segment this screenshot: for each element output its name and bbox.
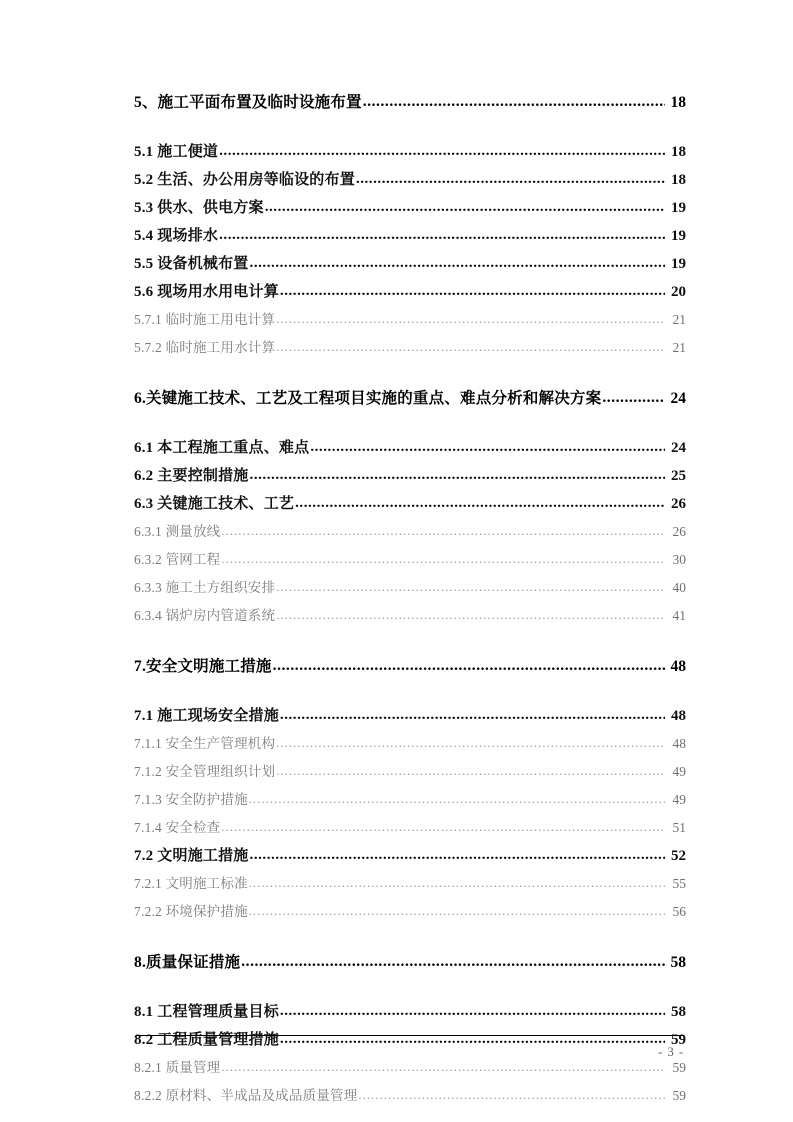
toc-entry-page-number: 25 [671, 468, 686, 484]
toc-dot-leader [219, 222, 665, 249]
toc-entry-label: 5.7.1 临时施工用电计算 [134, 312, 276, 327]
toc-entry-page-number: 41 [672, 608, 686, 623]
toc-entry-page-number: 18 [671, 172, 686, 188]
toc-dot-leader [219, 138, 665, 165]
toc-entry-page-number: 58 [671, 1004, 686, 1020]
toc-entry-label: 6.3.4 锅炉房内管道系统 [134, 608, 276, 623]
toc-entry[interactable] [134, 250, 686, 278]
toc-entry-page-number: 49 [672, 792, 686, 807]
toc-entry-page-number: 19 [671, 228, 686, 244]
toc-dot-leader [363, 88, 665, 117]
toc-entry-page-number: 30 [672, 552, 686, 567]
toc-dot-leader [356, 166, 665, 193]
toc-entry-label: 8.质量保证措施 [134, 954, 241, 971]
toc-entry-label: 5.3 供水、供电方案 [134, 200, 264, 216]
toc-entry-page-number: 19 [671, 200, 686, 216]
toc-entry[interactable] [134, 574, 686, 602]
toc-entry[interactable] [134, 194, 686, 222]
toc-dot-leader [250, 842, 665, 869]
toc-entry[interactable] [134, 652, 686, 682]
toc-entry[interactable] [134, 898, 686, 926]
toc-entry-label: 6.3.1 测量放线 [134, 524, 221, 539]
toc-dot-leader [295, 490, 665, 517]
toc-entry-label: 7.2.2 环境保护措施 [134, 904, 248, 919]
page-footer [136, 1035, 684, 1060]
toc-entry[interactable] [134, 730, 686, 758]
toc-entry-page-number: 18 [671, 144, 686, 160]
toc-entry-label: 8.2.1 质量管理 [134, 1060, 221, 1075]
toc-entry[interactable] [134, 786, 686, 814]
toc-entry[interactable] [134, 870, 686, 898]
toc-entry[interactable] [134, 138, 686, 166]
toc-dot-leader [250, 250, 665, 277]
toc-entry[interactable] [134, 702, 686, 730]
toc-entry-label: 7.1.1 安全生产管理机构 [134, 736, 276, 751]
toc-entry-page-number: 59 [672, 1060, 686, 1075]
toc-entry[interactable] [134, 462, 686, 490]
toc-entry-label: 5.4 现场排水 [134, 228, 219, 244]
toc-dot-leader [276, 730, 665, 757]
toc-entry-page-number: 26 [671, 496, 686, 512]
toc-entry-label: 6.1 本工程施工重点、难点 [134, 440, 310, 456]
toc-entry[interactable] [134, 278, 686, 306]
toc-entry-label: 7.1.3 安全防护措施 [134, 792, 248, 807]
toc-entry[interactable] [134, 1082, 686, 1110]
toc-entry-label: 8.1 工程管理质量目标 [134, 1004, 279, 1020]
toc-entry-label: 5.6 现场用水用电计算 [134, 284, 279, 300]
toc-entry[interactable] [134, 306, 686, 334]
toc-entry-page-number: 58 [670, 954, 686, 971]
toc-entry-label: 8.2 工程质量管理措施 [134, 1032, 279, 1048]
toc-entry[interactable] [134, 384, 686, 414]
toc-entry-page-number: 52 [671, 848, 686, 864]
toc-entry-page-number: 19 [671, 256, 686, 272]
toc-entry-label: 6.关键施工技术、工艺及工程项目实施的重点、难点分析和解决方案 [134, 390, 602, 407]
toc-entry-label: 5.2 生活、办公用房等临设的布置 [134, 172, 355, 188]
toc-entry-page-number: 59 [672, 1088, 686, 1103]
toc-dot-leader [221, 814, 665, 841]
toc-entry[interactable] [134, 758, 686, 786]
toc-entry-page-number: 56 [672, 904, 686, 919]
toc-entry[interactable] [134, 948, 686, 978]
toc-entry[interactable] [134, 546, 686, 574]
toc-entry-label: 5.1 施工便道 [134, 144, 219, 160]
toc-dot-leader [276, 306, 665, 333]
toc-entry-page-number: 55 [672, 876, 686, 891]
toc-entry[interactable] [134, 518, 686, 546]
toc-dot-leader [241, 948, 665, 977]
toc-entry-page-number: 48 [670, 658, 686, 675]
toc-entry-label: 6.3.3 施工土方组织安排 [134, 580, 276, 595]
toc-entry-page-number: 40 [672, 580, 686, 595]
toc-entry-label: 6.2 主要控制措施 [134, 468, 249, 484]
toc-entry-page-number: 49 [672, 764, 686, 779]
toc-dot-leader [273, 652, 665, 681]
toc-entry[interactable] [134, 842, 686, 870]
toc-dot-leader [276, 758, 665, 785]
toc-entry[interactable] [134, 602, 686, 630]
toc-entry[interactable] [134, 490, 686, 518]
toc-entry[interactable] [134, 998, 686, 1026]
footer-divider [136, 1035, 684, 1036]
toc-entry-label: 7.2.1 文明施工标准 [134, 876, 248, 891]
toc-entry[interactable] [134, 88, 686, 118]
toc-entry-label: 7.1.4 安全检查 [134, 820, 221, 835]
toc-entry-label: 8.2.2 原材料、半成品及成品质量管理 [134, 1088, 358, 1103]
toc-dot-leader [358, 1082, 665, 1109]
toc-dot-leader [276, 602, 665, 629]
toc-entry-label: 7.1.2 安全管理组织计划 [134, 764, 276, 779]
toc-entry-page-number: 24 [670, 390, 686, 407]
toc-entry-label: 7.2 文明施工措施 [134, 848, 249, 864]
toc-dot-leader [280, 998, 665, 1025]
toc-entry-page-number: 20 [671, 284, 686, 300]
toc-entry[interactable] [134, 814, 686, 842]
toc-dot-leader [310, 434, 665, 461]
toc-dot-leader [249, 898, 665, 925]
toc-entry-label: 7.1 施工现场安全措施 [134, 708, 279, 724]
toc-dot-leader [602, 384, 665, 413]
toc-entry-page-number: 59 [671, 1032, 686, 1048]
toc-dot-leader [221, 518, 665, 545]
toc-entry-label: 6.3 关键施工技术、工艺 [134, 496, 295, 512]
toc-entry[interactable] [134, 334, 686, 362]
toc-entry-page-number: 18 [670, 94, 686, 111]
toc-dot-leader [249, 786, 665, 813]
toc-entry[interactable] [134, 166, 686, 194]
toc-entry-label: 5.7.2 临时施工用水计算 [134, 340, 276, 355]
toc-entry[interactable] [134, 222, 686, 250]
toc-entry-page-number: 26 [672, 524, 686, 539]
toc-dot-leader [276, 334, 665, 361]
toc-dot-leader [221, 546, 665, 573]
toc-entry-page-number: 48 [672, 736, 686, 751]
toc-dot-leader [250, 462, 665, 489]
toc-entry-label: 5.5 设备机械布置 [134, 256, 249, 272]
toc-dot-leader [249, 870, 665, 897]
table-of-contents [134, 88, 686, 1110]
toc-dot-leader [280, 702, 665, 729]
toc-entry-page-number: 51 [672, 820, 686, 835]
toc-entry[interactable] [134, 434, 686, 462]
toc-entry-page-number: 21 [672, 312, 686, 327]
toc-dot-leader [265, 194, 665, 221]
toc-entry-page-number: 48 [671, 708, 686, 724]
toc-entry-page-number: 21 [672, 340, 686, 355]
footer-page-number: - 3 - [658, 1045, 684, 1059]
toc-dot-leader [280, 278, 665, 305]
toc-entry-label: 7.安全文明施工措施 [134, 658, 272, 675]
toc-entry-label: 5、施工平面布置及临时设施布置 [134, 94, 362, 111]
toc-entry-page-number: 24 [671, 440, 686, 456]
toc-entry-label: 6.3.2 管网工程 [134, 552, 221, 567]
toc-dot-leader [276, 574, 665, 601]
